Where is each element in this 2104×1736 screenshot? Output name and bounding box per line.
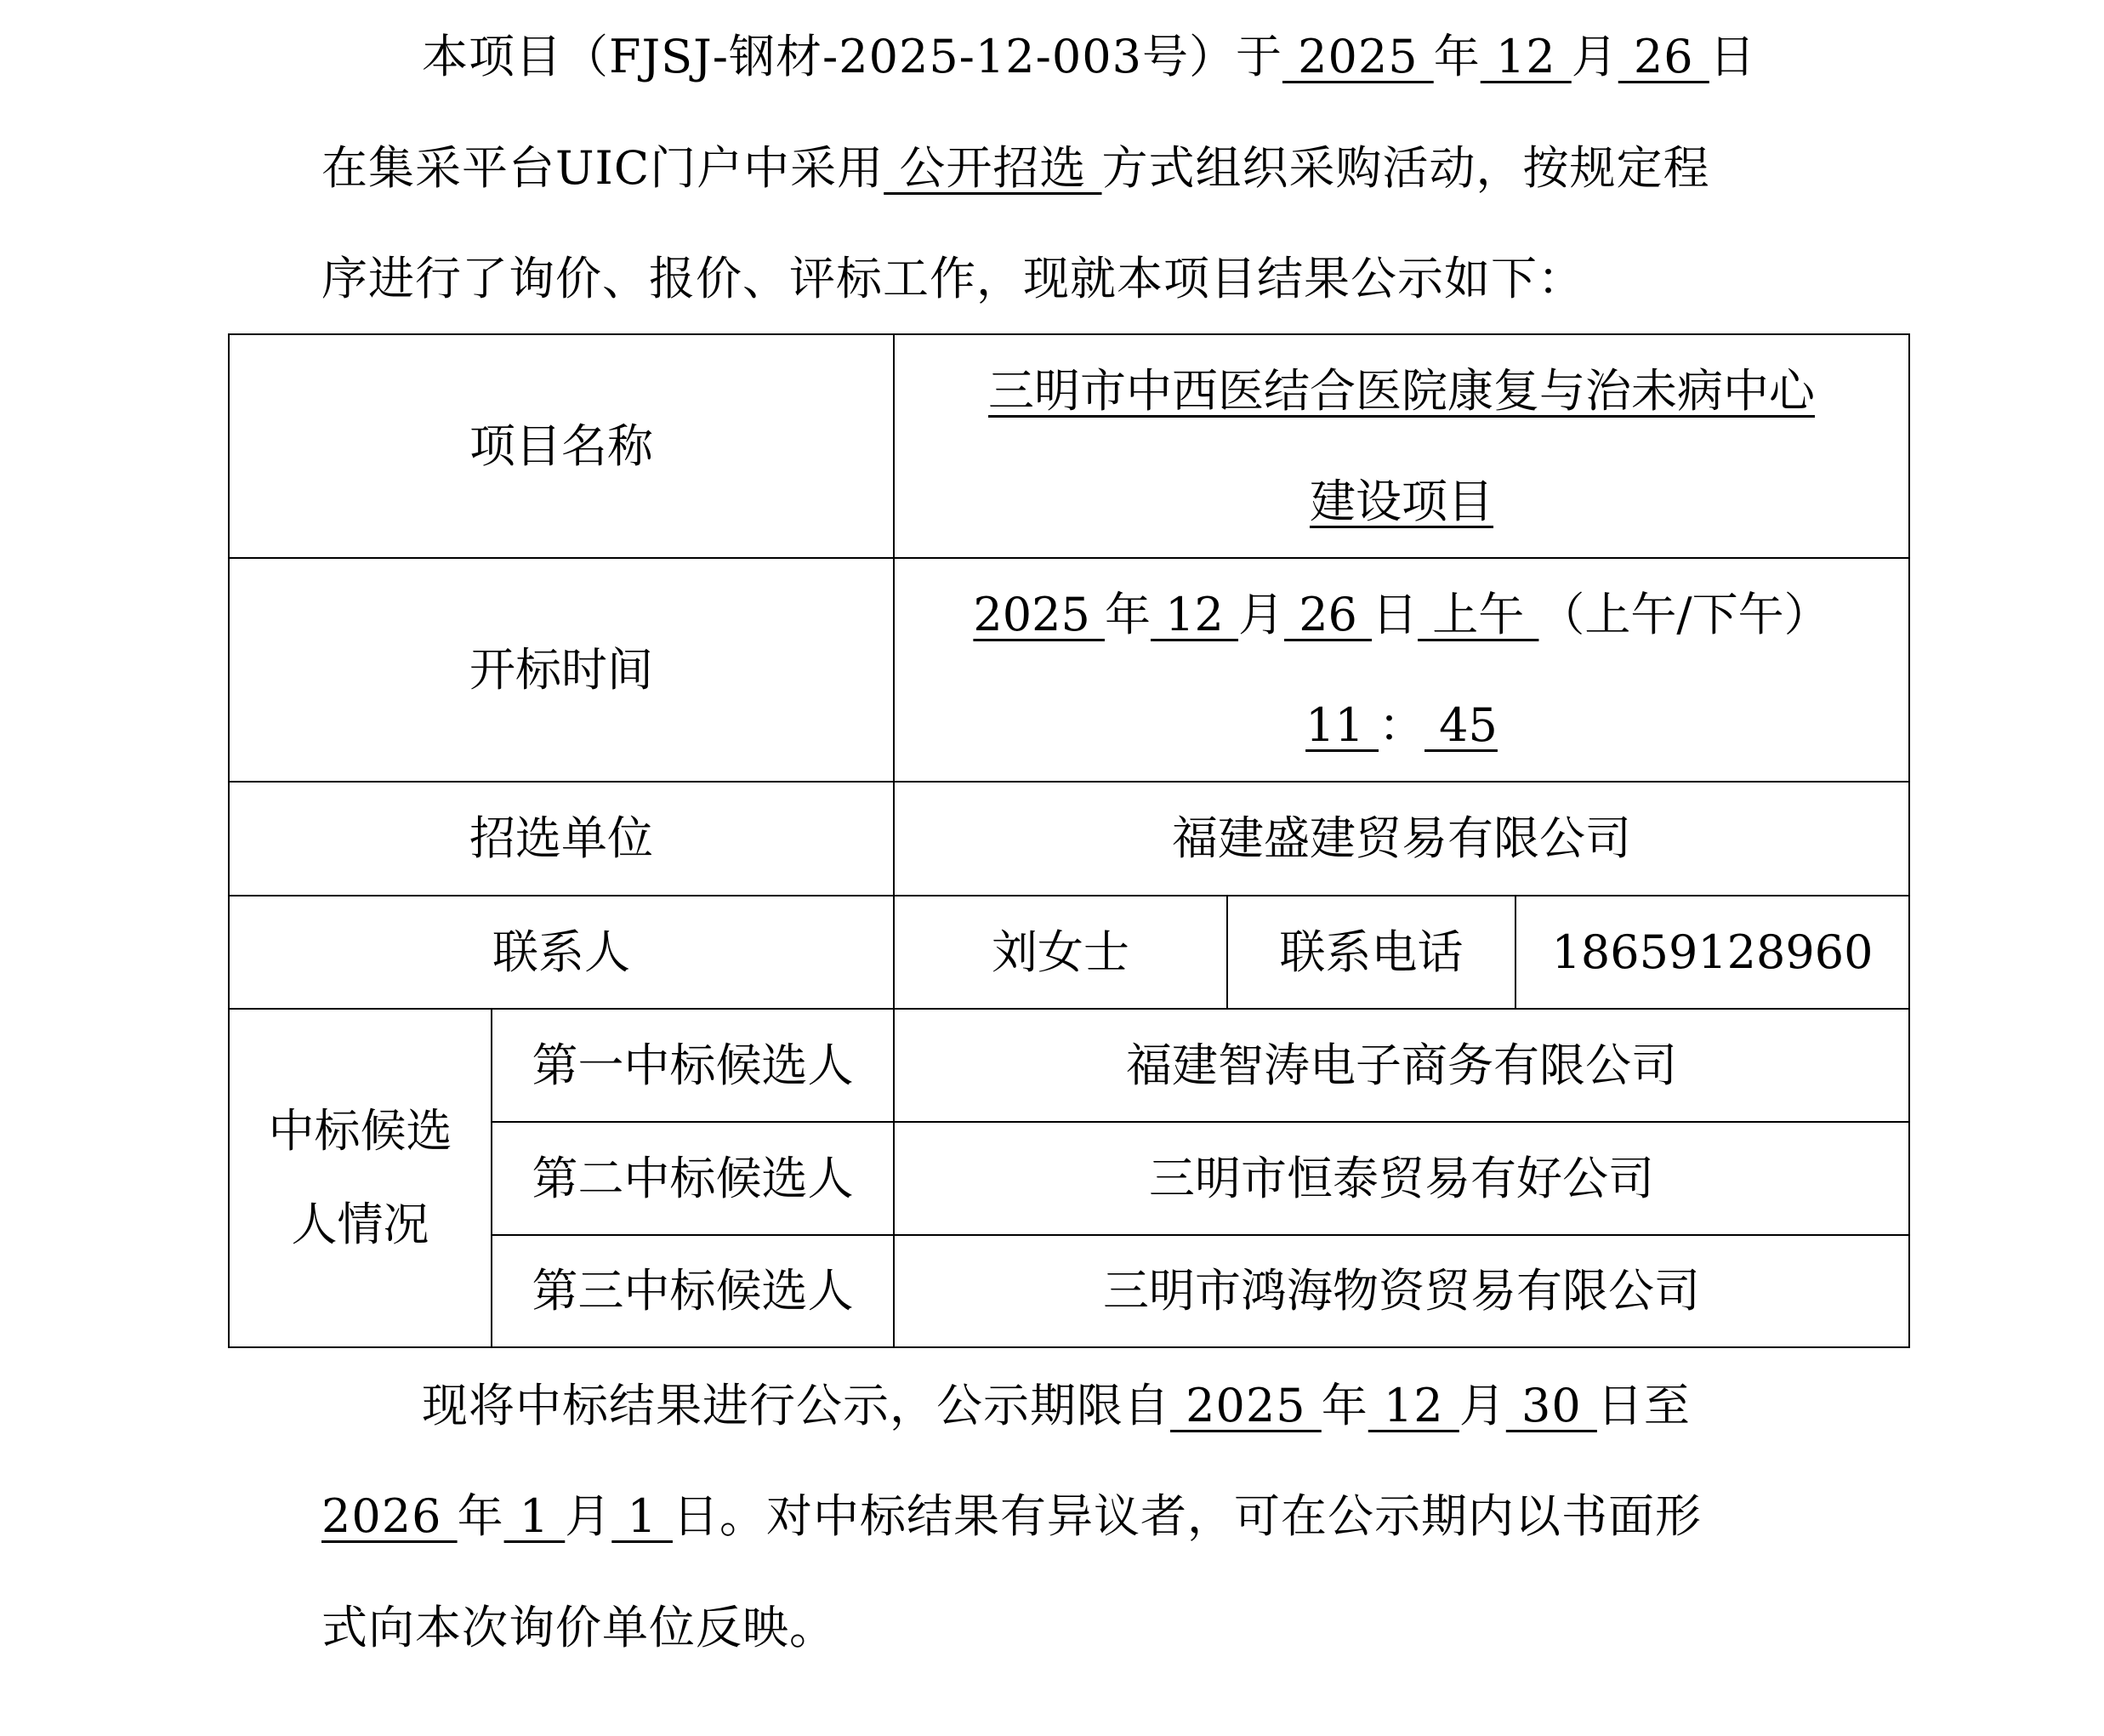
- candidate-name: 三明市恒泰贸易有好公司: [894, 1122, 1909, 1235]
- intro-text: 在集采平台UIC门户中采用: [321, 141, 884, 195]
- candidate-rank: 第二中标候选人: [492, 1122, 894, 1235]
- phone-value: 18659128960: [1515, 896, 1909, 1009]
- month-unit: 月: [1459, 1379, 1506, 1432]
- open-year: 2025: [973, 587, 1105, 641]
- time-colon: ：: [1379, 697, 1425, 752]
- project-name-line2: 建设项目: [1310, 474, 1494, 528]
- candidates-label: [229, 1009, 492, 1347]
- start-day: 30: [1505, 1379, 1597, 1432]
- table-row-open-time: [229, 558, 1909, 782]
- project-name-value: [894, 334, 1909, 558]
- candidate-rank: 第三中标候选人: [492, 1235, 894, 1347]
- table-row-project-name: [229, 334, 1909, 558]
- intro-year: 2025: [1282, 30, 1434, 83]
- intro-paragraph-line-3: 序进行了询价、报价、评标工作，现就本项目结果公示如下：: [321, 252, 1584, 305]
- year-unit: 年: [1104, 587, 1151, 641]
- year-unit: 年: [1433, 30, 1481, 83]
- contact-value: 刘女士: [894, 896, 1227, 1009]
- open-time-label: 开标时间: [229, 558, 894, 782]
- table-row-contact: [229, 896, 1909, 1009]
- open-hour: 11: [1305, 697, 1379, 752]
- month-unit: 月: [1571, 30, 1618, 83]
- candidate-name: 福建智涛电子商务有限公司: [894, 1009, 1909, 1122]
- end-day: 1: [611, 1489, 673, 1543]
- candidates-label-line1: 中标候选: [268, 1104, 452, 1158]
- project-name-label: 项目名称: [229, 334, 894, 558]
- candidates-label-line2: 人情况: [291, 1198, 429, 1251]
- footer-text: 现将中标结果进行公示，公示期限自: [422, 1379, 1170, 1432]
- day-unit: 日: [1709, 30, 1756, 83]
- footer-paragraph-line-3: 式向本次询价单位反映。: [321, 1601, 836, 1654]
- year-unit: 年: [1321, 1379, 1368, 1432]
- start-year: 2025: [1170, 1379, 1322, 1432]
- open-ampm: 上午: [1418, 587, 1539, 641]
- intro-day: 26: [1618, 30, 1709, 83]
- end-month: 1: [503, 1489, 566, 1543]
- year-unit: 年: [457, 1489, 504, 1543]
- unit-label: 招选单位: [229, 782, 894, 896]
- phone-label: 联系电话: [1227, 896, 1515, 1009]
- intro-paragraph-line-1: [422, 27, 1756, 87]
- result-table: [228, 333, 1910, 1348]
- contact-label: 联系人: [229, 896, 894, 1009]
- open-time-value: [894, 558, 1909, 782]
- footer-paragraph-line-1: [422, 1376, 1691, 1436]
- open-month: 12: [1150, 587, 1239, 641]
- month-unit: 月: [1238, 587, 1285, 641]
- end-year: 2026: [321, 1489, 458, 1543]
- unit-value: 福建盛建贸易有限公司: [894, 782, 1909, 896]
- day-unit: 日至: [1596, 1379, 1691, 1432]
- candidate-rank: 第一中标候选人: [492, 1009, 894, 1122]
- intro-month: 12: [1480, 30, 1572, 83]
- start-month: 12: [1368, 1379, 1459, 1432]
- project-name-line1: 三明市中西医结合医院康复与治未病中心: [988, 363, 1816, 418]
- intro-text: 方式组织采购活动，按规定程: [1101, 141, 1710, 195]
- intro-paragraph-line-2: [321, 139, 1710, 198]
- procurement-method: 公开招选: [884, 141, 1102, 195]
- footer-paragraph-line-2: [321, 1487, 1702, 1546]
- day-unit: 日: [1372, 587, 1419, 641]
- ampm-hint: （上午/下午）: [1538, 587, 1830, 641]
- open-day: 26: [1284, 587, 1373, 641]
- intro-text: 本项目（FJSJ-钢材-2025-12-003号）于: [422, 30, 1282, 83]
- footer-text: 日。对中标结果有异议者，可在公示期内以书面形: [672, 1489, 1702, 1543]
- candidate-name: 三明市鸿海物资贸易有限公司: [894, 1235, 1909, 1347]
- month-unit: 月: [565, 1489, 612, 1543]
- table-row-candidate-1: [229, 1009, 1909, 1122]
- open-minute: 45: [1424, 697, 1498, 752]
- table-row-unit: [229, 782, 1909, 896]
